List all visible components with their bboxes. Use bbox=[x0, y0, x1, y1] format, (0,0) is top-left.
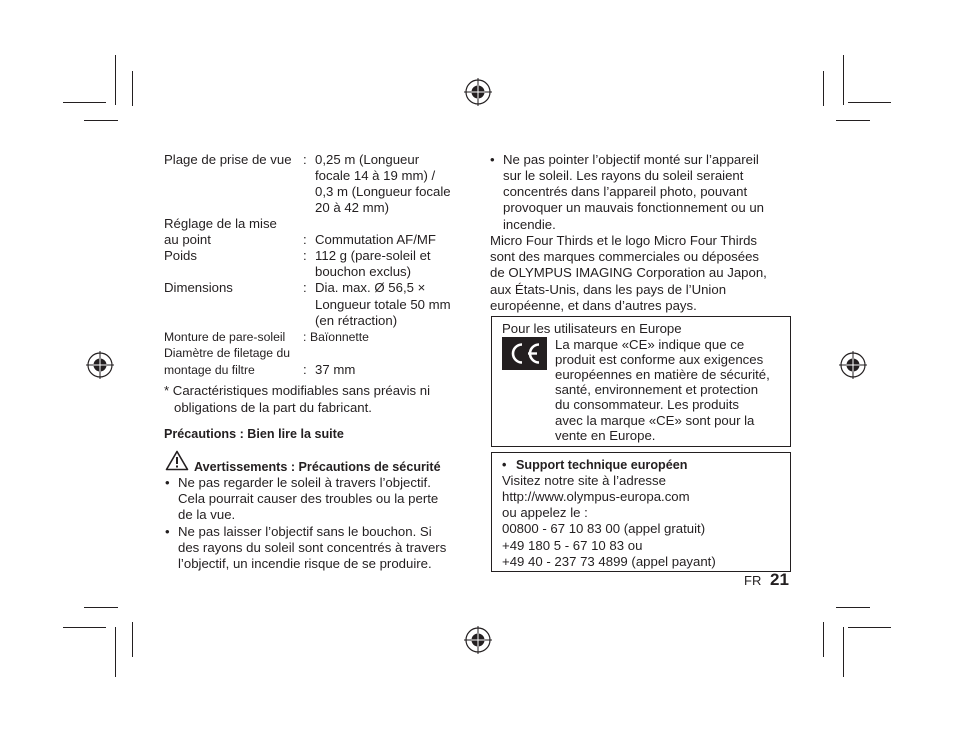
spec-separator: : bbox=[303, 280, 307, 295]
spec-label: Dimensions bbox=[164, 280, 233, 295]
spec-value: 112 g (pare-soleil et bbox=[315, 248, 431, 263]
registration-mark-icon bbox=[839, 351, 867, 379]
crop-mark bbox=[84, 607, 118, 608]
support-text: Visitez notre site à l’adresse bbox=[502, 473, 666, 488]
spec-note: obligations de la part du fabricant. bbox=[174, 400, 372, 415]
trademark-text: de OLYMPUS IMAGING Corporation au Japon, bbox=[490, 265, 767, 280]
trademark-text: européenne, et dans d’autres pays. bbox=[490, 298, 697, 313]
spec-separator: : bbox=[303, 248, 307, 263]
right-bullet-text: incendie. bbox=[503, 217, 556, 232]
crop-mark bbox=[843, 55, 844, 105]
spec-value: Commutation AF/MF bbox=[315, 232, 436, 247]
right-bullet-text: Ne pas pointer l’objectif monté sur l’appareil bbox=[503, 152, 759, 167]
support-heading: Support technique européen bbox=[516, 458, 688, 472]
crop-mark bbox=[132, 622, 133, 657]
ce-mark-icon bbox=[502, 337, 547, 370]
europe-box-text: santé, environnement et protection bbox=[555, 382, 759, 397]
right-bullet-text: sur le soleil. Les rayons du soleil seraient bbox=[503, 168, 744, 183]
crop-mark bbox=[115, 627, 116, 677]
spec-value: 0,25 m (Longueur bbox=[315, 152, 420, 167]
registration-mark-icon bbox=[86, 351, 114, 379]
crop-mark bbox=[836, 120, 870, 121]
crop-mark bbox=[115, 55, 116, 105]
support-phone: +49 180 5 - 67 10 83 ou bbox=[502, 538, 643, 553]
spec-label: Plage de prise de vue bbox=[164, 152, 292, 167]
crop-mark bbox=[63, 102, 106, 103]
spec-label: montage du filtre bbox=[164, 363, 255, 377]
spec-value: (en rétraction) bbox=[315, 313, 398, 328]
warning-item: des rayons du soleil sont concentrés à travers bbox=[178, 540, 447, 555]
registration-mark-icon bbox=[464, 626, 492, 654]
spec-value: 20 à 42 mm) bbox=[315, 200, 390, 215]
spec-label: Poids bbox=[164, 248, 197, 263]
registration-mark-icon bbox=[464, 78, 492, 106]
spec-separator: : bbox=[303, 330, 307, 344]
bullet: • bbox=[165, 475, 170, 490]
spec-value: bouchon exclus) bbox=[315, 264, 412, 279]
crop-mark bbox=[823, 622, 824, 657]
spec-separator: : bbox=[303, 232, 307, 247]
support-phone: +49 40 - 237 73 4899 (appel payant) bbox=[502, 554, 716, 569]
trademark-text: Micro Four Thirds et le logo Micro Four Thirds bbox=[490, 233, 758, 248]
spec-note: * Caractéristiques modifiables sans préavis ni bbox=[164, 383, 431, 398]
bullet: • bbox=[165, 524, 170, 539]
spec-label: Diamètre de filetage du bbox=[164, 346, 291, 360]
europe-box-text: du consommateur. Les produits bbox=[555, 397, 739, 412]
europe-box-text: produit est conforme aux exigences bbox=[555, 352, 764, 367]
right-bullet-text: provoquer un mauvais fonctionnement ou un bbox=[503, 200, 764, 215]
europe-box-text: vente en Europe. bbox=[555, 428, 656, 443]
bullet: • bbox=[490, 152, 495, 167]
warning-item: Ne pas regarder le soleil à travers l’objectif. bbox=[178, 475, 431, 490]
footer-language: FR bbox=[744, 573, 762, 588]
warning-item: Ne pas laisser l’objectif sans le bouchon. Si bbox=[178, 524, 432, 539]
crop-mark bbox=[63, 627, 106, 628]
spec-value: Dia. max. Ø 56,5 × bbox=[315, 280, 426, 295]
warning-item: Cela pourrait causer des troubles ou la perte bbox=[178, 491, 439, 506]
spec-value: 0,3 m (Longueur focale bbox=[315, 184, 451, 199]
support-text: ou appelez le : bbox=[502, 505, 588, 520]
europe-box-text: européennes en matière de sécurité, bbox=[555, 367, 770, 382]
spec-label: Réglage de la mise bbox=[164, 216, 277, 231]
crop-mark bbox=[836, 607, 870, 608]
crop-mark bbox=[132, 71, 133, 106]
spec-separator: : bbox=[303, 152, 307, 167]
crop-mark bbox=[843, 627, 844, 677]
spec-value: Longueur totale 50 mm bbox=[315, 297, 451, 312]
warning-item: de la vue. bbox=[178, 507, 236, 522]
trademark-text: sont des marques commerciales ou déposées bbox=[490, 249, 760, 264]
spec-label: au point bbox=[164, 232, 211, 247]
spec-value: 37 mm bbox=[315, 362, 356, 377]
warning-triangle-icon bbox=[165, 450, 189, 471]
support-url: http://www.olympus-europa.com bbox=[502, 489, 690, 504]
europe-box-text: La marque «CE» indique que ce bbox=[555, 337, 745, 352]
spec-value: focale 14 à 19 mm) / bbox=[315, 168, 436, 183]
page-number: 21 bbox=[770, 570, 789, 589]
trademark-text: aux États-Unis, dans les pays de l’Union bbox=[490, 282, 727, 297]
europe-box-title: Pour les utilisateurs en Europe bbox=[502, 321, 682, 336]
crop-mark bbox=[848, 102, 891, 103]
crop-mark bbox=[848, 627, 891, 628]
crop-mark bbox=[84, 120, 118, 121]
warning-item: l’objectif, un incendie risque de se produire. bbox=[178, 556, 432, 571]
spec-label: Monture de pare-soleil bbox=[164, 330, 286, 344]
europe-box-text: avec la marque «CE» sont pour la bbox=[555, 413, 755, 428]
precautions-heading: Précautions : Bien lire la suite bbox=[164, 427, 344, 441]
spec-separator: : bbox=[303, 362, 307, 377]
warning-heading: Avertissements : Précautions de sécurité bbox=[194, 460, 441, 474]
bullet: • bbox=[502, 458, 507, 472]
crop-mark bbox=[823, 71, 824, 106]
support-phone: 00800 - 67 10 83 00 (appel gratuit) bbox=[502, 521, 706, 536]
spec-value: Baïonnette bbox=[310, 330, 369, 344]
right-bullet-text: concentrés dans l’appareil photo, pouvant bbox=[503, 184, 748, 199]
